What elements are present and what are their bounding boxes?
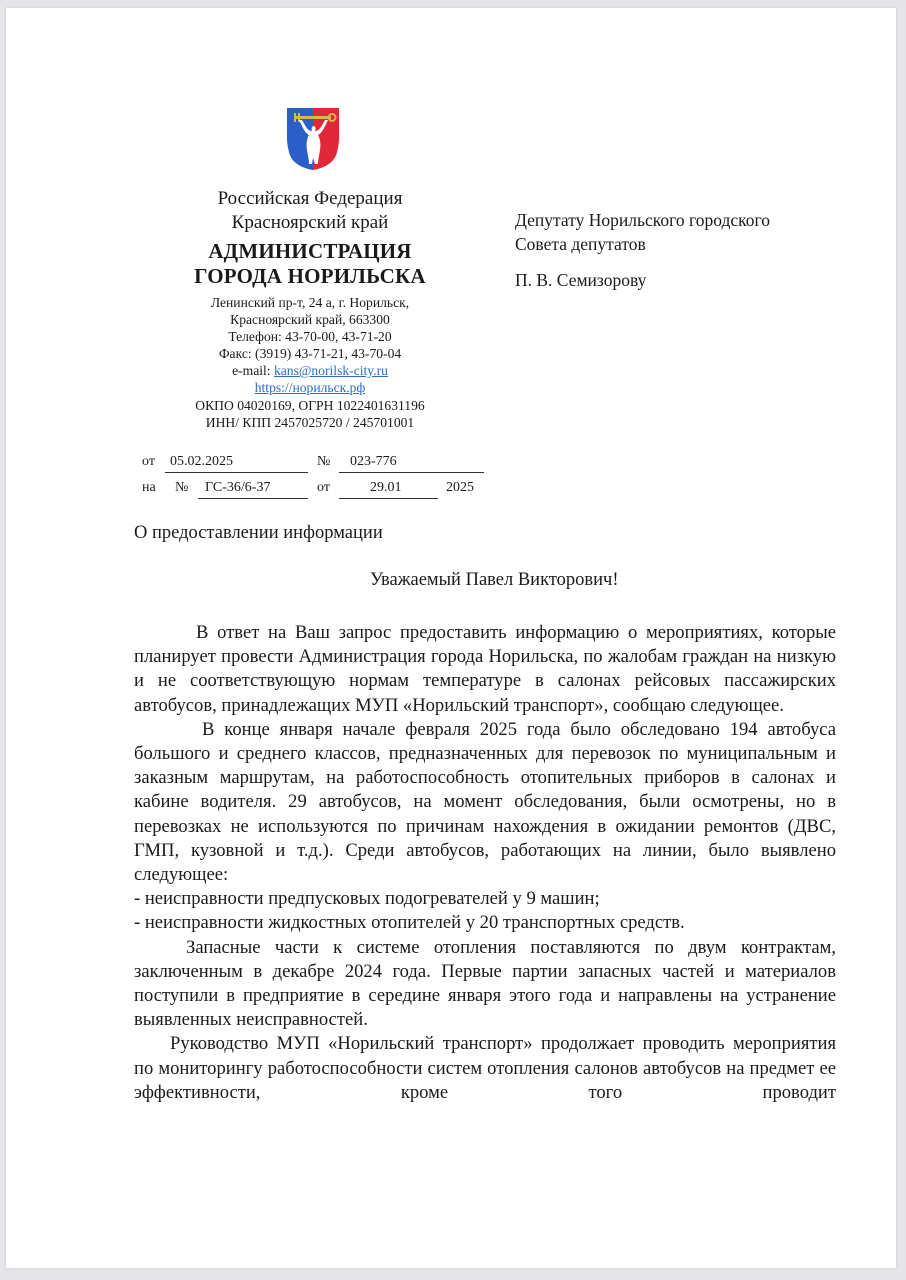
letterhead-phone: Телефон: 43-70-00, 43-71-20 [228,329,392,344]
letterhead-address-line1: Ленинский пр-т, 24 а, г. Норильск, [210,295,410,310]
body-list-item-1: - неисправности предпусковых подогревателей у 9 машин; [134,888,600,910]
reg-date: 05.02.2025 [170,454,233,469]
recipient-line2: Совета депутатов [515,234,646,254]
letter-subject: О предоставлении информации [134,523,383,543]
letterhead-email-line [150,362,470,380]
reg-from-label: от [142,454,155,469]
reg-reply-date: 29.01 [370,480,402,495]
reg-reply-number-underline [198,498,308,499]
reg-number-underline [339,472,484,473]
reg-reply-from-label: от [317,480,330,495]
salutation: Уважаемый Павел Викторович! [370,570,619,590]
body-paragraph-2: В конце января начале февраля 2025 года было обследовано 194 автобуса большого и среднего классов, предназначенных для перевозок по муниципальным и заказным маршрутам, на работоспособность отопительных приборов в салонах и кабине водителя. 29 автобусов, на момент обследования, были осмотрены, но в перевозках не используются по причинам нахождения в ожидании ремонтов (ДВС, ГМП, кузовной и т.д.). Среди автобусов, работающих на линии, было выявлено следующее: [134,718,836,886]
reg-reply-number-label: № [175,480,189,495]
reg-number-label: № [317,454,331,469]
reg-date-underline [165,472,308,473]
letterhead-country: Российская Федерация [217,188,403,209]
letterhead-region: Красноярский край [231,212,389,233]
reg-number: 023-776 [350,454,397,469]
reg-reply-year: 2025 [446,480,474,495]
letterhead-org-line2: ГОРОДА НОРИЛЬСКА [194,264,426,288]
website-link[interactable]: https://норильск.рф [254,380,366,395]
letterhead-address-line2: Красноярский край, 663300 [230,312,390,327]
reg-reply-date-underline [339,498,438,499]
letterhead-inn-kpp: ИНН/ КПП 2457025720 / 245701001 [205,415,415,430]
recipient-line1: Депутату Норильского городского [515,210,770,230]
letterhead-okpo-ogrn: ОКПО 04020169, ОГРН 1022401631196 [195,398,425,413]
recipient-name: П. В. Семизорову [515,270,647,290]
letterhead-website-line [150,379,470,397]
reg-reply-label: на [142,480,156,495]
body-paragraph-4: Руководство МУП «Норильский транспорт» продолжает проводить мероприятия по мониторингу работоспособности систем отопления салонов автобусов на предмет ее эффективности, кроме того проводит [134,1033,836,1103]
email-label: e-mail: [232,363,274,378]
letter-body [134,621,836,1105]
body-list-item-2: - неисправности жидкостных отопителей у 20 транспортных средств. [134,912,685,934]
letterhead-org-line1: АДМИНИСТРАЦИЯ [208,239,412,263]
norilsk-coat-of-arms-icon [287,108,339,170]
body-paragraph-1: В ответ на Ваш запрос предоставить информацию о мероприятиях, которые планирует провести Администрация города Норильска, по жалобам граждан на низкую и не соответствующую нормам температуре в салонах рейсовых пассажирских автобусов, принадлежащих МУП «Норильский транспорт», сообщаю следующее. [134,622,836,716]
reg-reply-number: ГС-36/6-37 [205,480,271,495]
email-link[interactable]: kans@norilsk-city.ru [273,363,388,378]
letterhead-fax: Факс: (3919) 43-71-21, 43-70-04 [218,346,402,361]
body-paragraph-3: Запасные части к системе отопления поставляются по двум контрактам, заключенным в декабре 2024 года. Первые партии запасных частей и материалов поступили в предприятие в середине января этого года и направлены на устранение выявленных неисправностей. [134,936,836,1031]
